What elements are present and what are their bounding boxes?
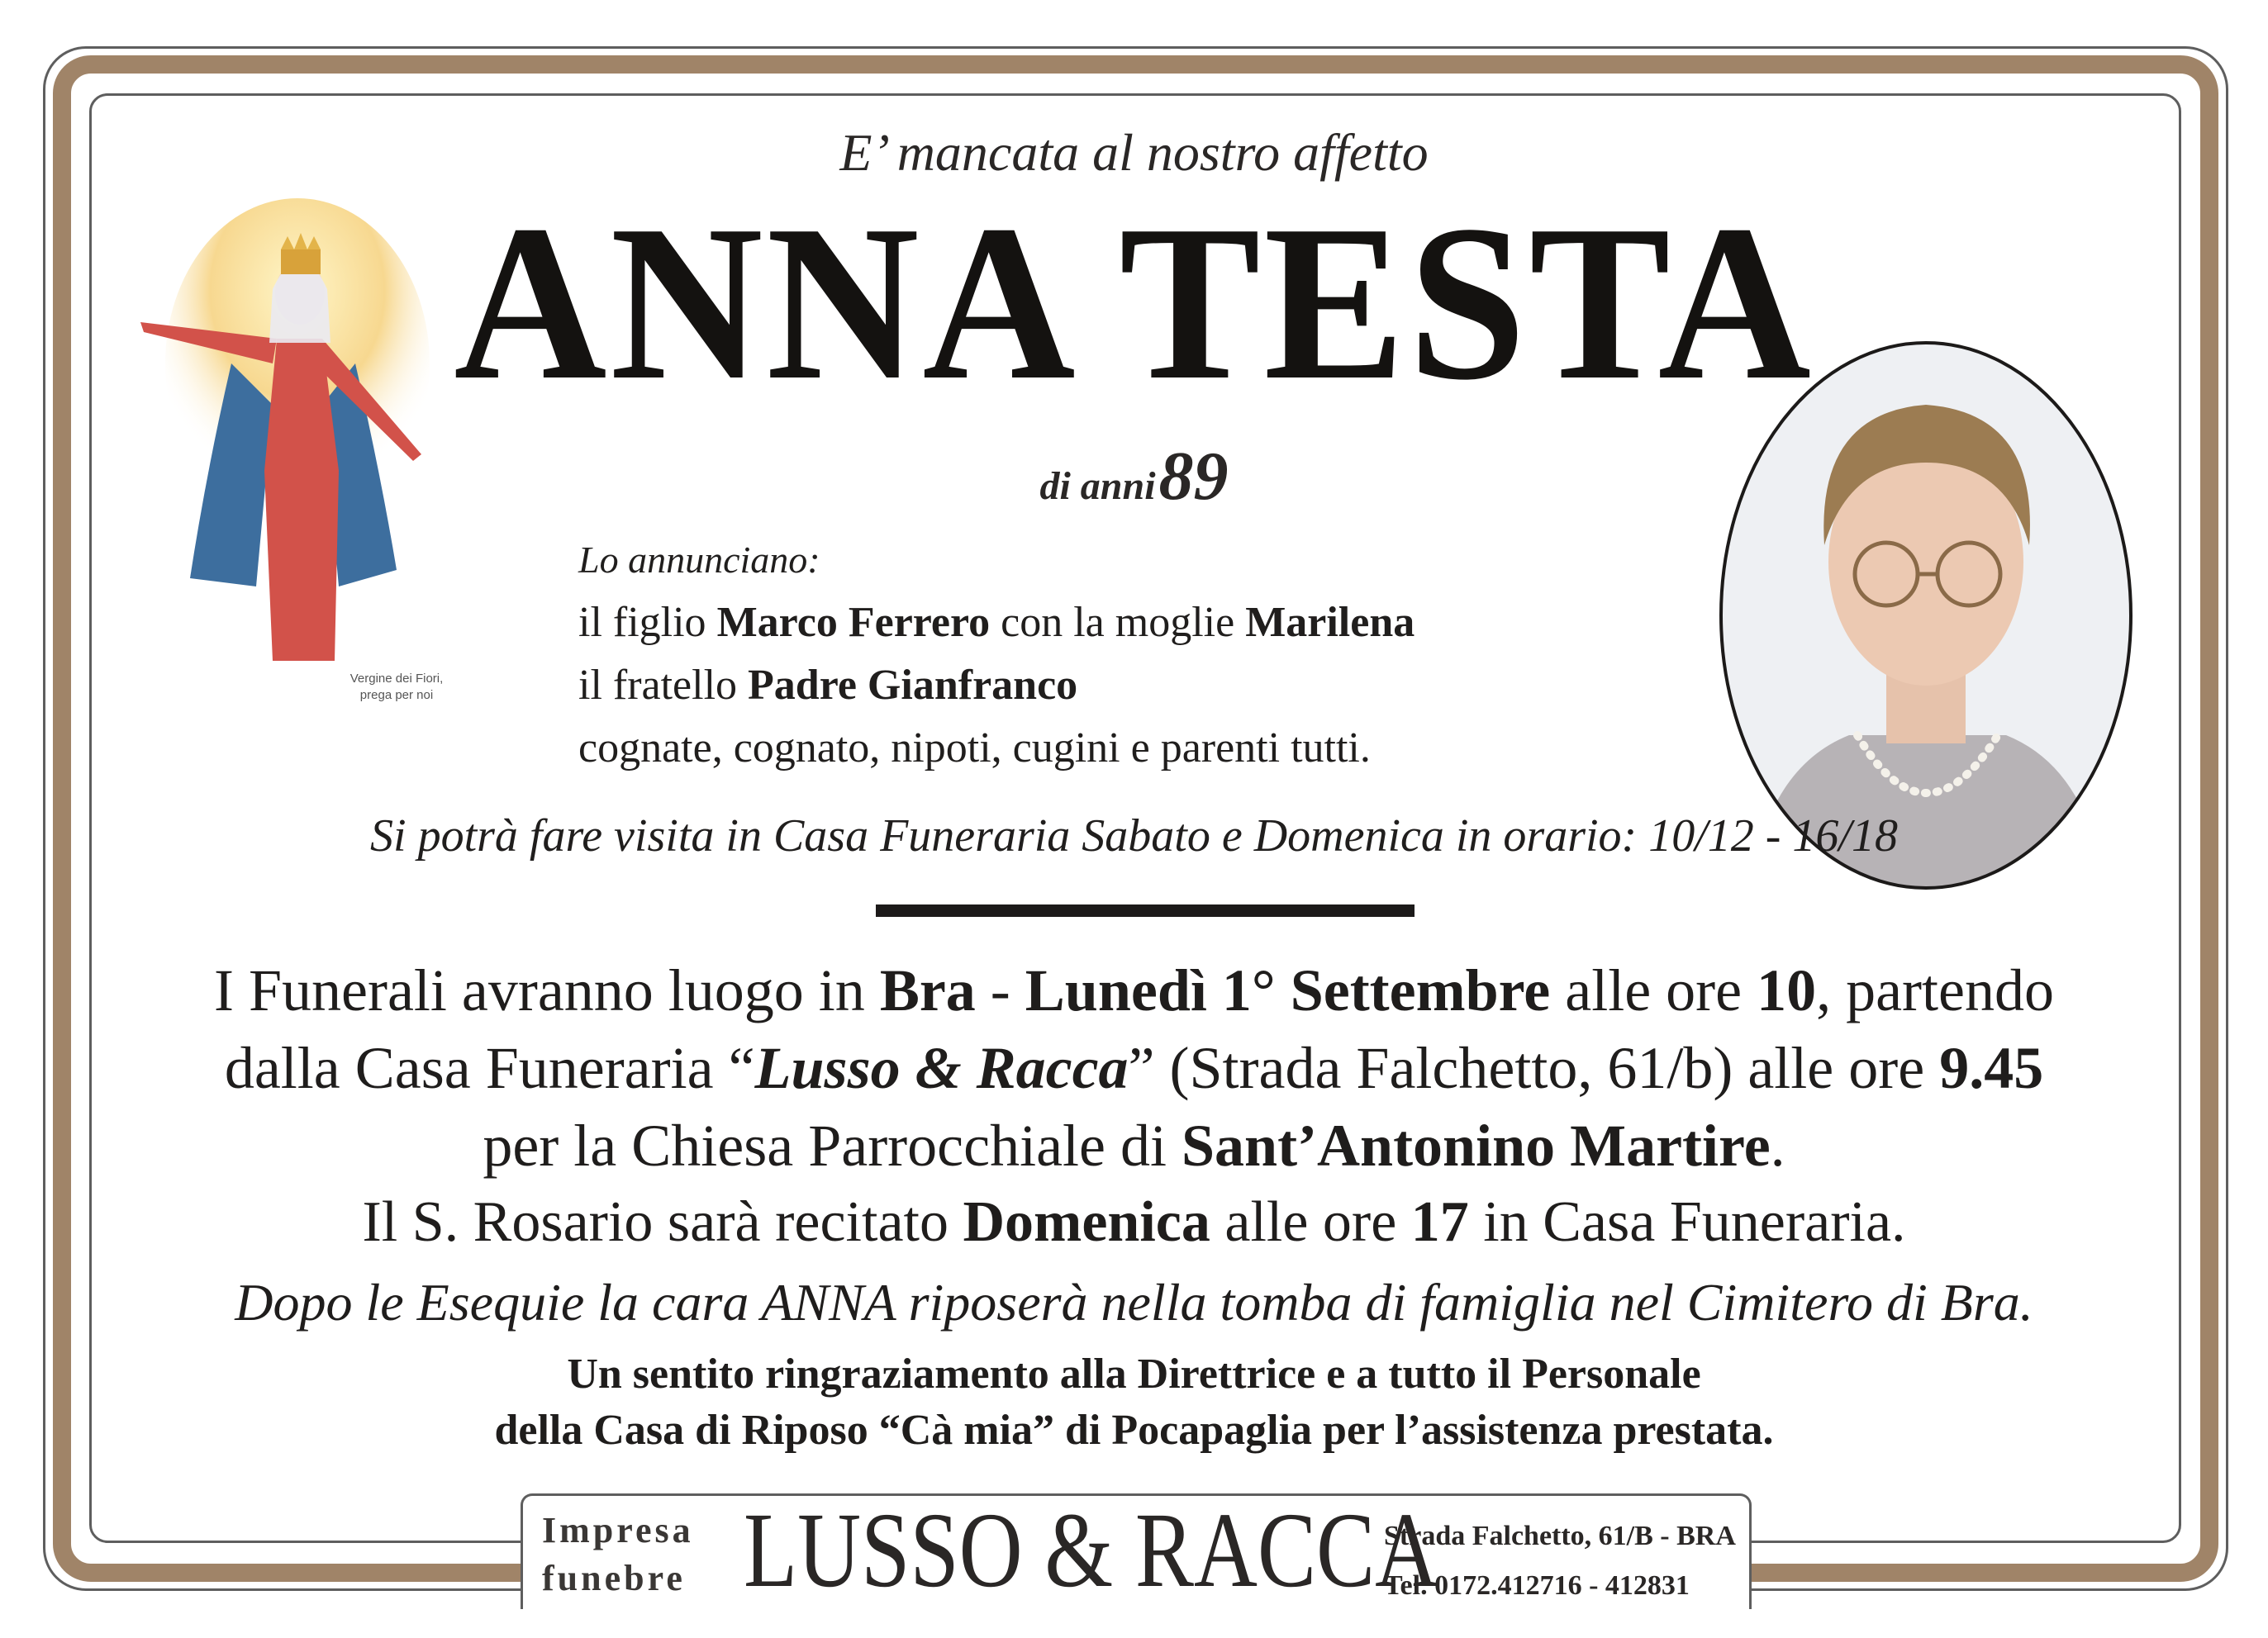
funeral-details	[0, 952, 2268, 1185]
funeral-line-1	[0, 952, 2268, 1029]
image-caption	[314, 671, 479, 704]
footer-phone: Tel. 0172.412716 - 412831	[1384, 1570, 1690, 1601]
madonna-image	[132, 198, 446, 677]
text-segment: in Casa Funeraria.	[1468, 1190, 1906, 1254]
announcement-block	[578, 529, 1415, 780]
rosary-line	[0, 1189, 2268, 1256]
text-segment: .	[1770, 1113, 1785, 1179]
text-segment: il figlio	[578, 599, 717, 646]
text-segment: , partendo	[1816, 957, 2054, 1023]
announcement-heading: Lo annunciano:	[578, 539, 820, 581]
footer-contact	[1384, 1512, 1736, 1611]
footer-impresa-label	[542, 1507, 694, 1602]
intro-line: E’ mancata al nostro affetto	[839, 123, 1429, 182]
thanks-line-2: della Casa di Riposo “Cà mia” di Pocapaglia per l’assistenza prestata.	[494, 1407, 1774, 1454]
funeral-line-3	[0, 1107, 2268, 1185]
daughter-in-law-name: Marilena	[1245, 599, 1415, 646]
age-value: 89	[1158, 438, 1229, 515]
text-segment: ” (Strada Falchetto, 61/b) alle ore	[1128, 1035, 1940, 1101]
text-segment: Il S. Rosario sarà recitato	[362, 1190, 963, 1254]
funeral-time: 10	[1757, 957, 1817, 1023]
thanks-line-1: Un sentito ringraziamento alla Direttrice e a tutto il Personale	[567, 1351, 1701, 1398]
footer-brand: LUSSO & RACCA	[744, 1491, 1439, 1610]
caption-line-1: Vergine dei Fiori,	[349, 672, 444, 686]
announcement-line-2	[578, 654, 1415, 717]
funebre-word: funebre	[542, 1558, 686, 1598]
caption-line-2: prega per noi	[359, 688, 434, 702]
funeral-home-name: Lusso & Racca	[754, 1035, 1129, 1101]
thanks-block	[0, 1346, 2268, 1459]
visit-hours: Si potrà fare visita in Casa Funeraria Sabato e Domenica in orario: 10/12 - 16/18	[370, 810, 1898, 862]
rosary-day: Domenica	[963, 1190, 1210, 1254]
text-segment: alle ore	[1550, 957, 1757, 1023]
announcement-line-3: cognate, cognato, nipoti, cugini e parenti tutti.	[578, 724, 1371, 772]
deceased-name: ANNA TESTA	[454, 179, 1814, 426]
age-label: di anni	[1039, 464, 1156, 508]
text-segment: -	[975, 957, 1025, 1023]
footer-address: Strada Falchetto, 61/B - BRA	[1384, 1521, 1736, 1551]
burial-line: Dopo le Esequie la cara ANNA riposerà nella tomba di famiglia nel Cimitero di Bra.	[235, 1273, 2033, 1332]
son-name: Marco Ferrero	[716, 599, 991, 646]
departure-time: 9.45	[1939, 1035, 2044, 1101]
text-segment: il fratello	[578, 662, 749, 709]
text-segment: per la Chiesa Parrocchiale di	[483, 1113, 1182, 1179]
impresa-word: Impresa	[542, 1510, 694, 1550]
city: Bra	[879, 957, 976, 1023]
rosary-time: 17	[1410, 1190, 1469, 1254]
church-name: Sant’Antonino Martire	[1182, 1113, 1771, 1179]
text-segment: I Funerali avranno luogo in	[213, 957, 880, 1023]
announcement-line-1	[578, 591, 1415, 654]
text-segment: dalla Casa Funeraria “	[224, 1035, 755, 1101]
section-divider	[876, 904, 1415, 917]
text-segment: alle ore	[1210, 1190, 1411, 1254]
funeral-date: Lunedì 1° Settembre	[1025, 957, 1551, 1023]
funeral-line-2	[0, 1029, 2268, 1107]
text-segment: con la moglie	[990, 599, 1246, 646]
brother-name: Padre Gianfranco	[748, 662, 1078, 709]
